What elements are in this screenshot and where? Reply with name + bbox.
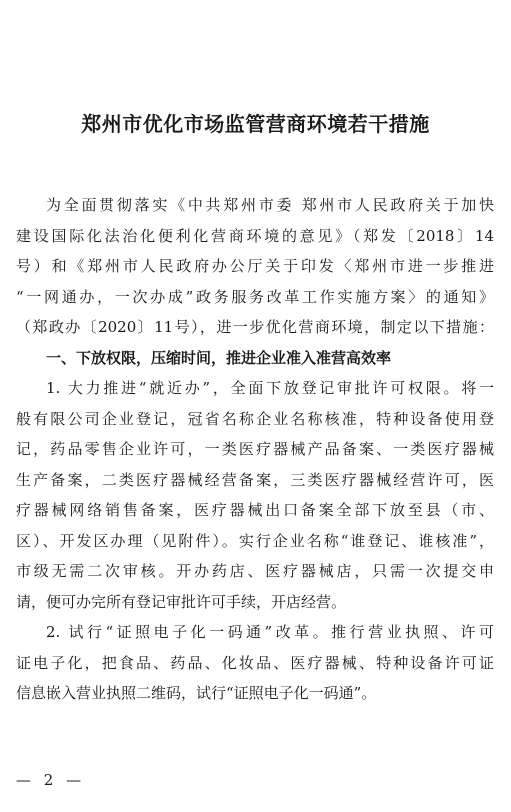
item2-line: 信息嵌入营业执照二维码，试行“证照电子化一码通”。 [16, 684, 377, 702]
intro-line: “一网通办，一次办成”政务服务改革工作实施方案〉的通知》 [16, 287, 494, 306]
intro-line: 号）和《郑州市人民政府办公厅关于印发〈郑州市进一步推进 [16, 257, 494, 275]
intro-line: （郑政办〔2020〕11号），进一步优化营商环境，制定以下措施： [16, 318, 494, 336]
item1-line: 般有限公司企业登记，冠省名称企业名称核准，特种设备使用登 [16, 409, 494, 428]
item1-line: 疗器械网络销售备案，医疗器械出口备案全部下放至县（市、 [16, 501, 494, 519]
section-heading: 一、下放权限，压缩时间，推进企业准入准营高效率 [46, 348, 392, 367]
document-title: 郑州市优化市场监管营商环境若干措施 [81, 112, 430, 136]
item1-line: 记，药品零售企业许可，一类医疗器械产品备案、一类医疗器械 [16, 440, 494, 458]
page-number: — 2 — [16, 771, 86, 789]
item1-line: 生产备案，二类医疗器械经营备案，三类医疗器械经营许可，医 [16, 470, 494, 489]
item2-line: 2. 试行“证照电子化一码通”改革。推行营业执照、许可 [46, 623, 494, 641]
item1-line: 请，便可办完所有登记审批许可手续，开店经营。 [16, 592, 347, 611]
intro-line: 建设国际化法治化便利化营商环境的意见》（郑发〔2018〕14 [16, 226, 494, 245]
intro-line: 为全面贯彻落实《中共郑州市委 郑州市人民政府关于加快 [46, 196, 494, 214]
item1-line: 市级无需二次审核。开办药店、医疗器械店，只需一次提交申 [16, 562, 494, 580]
item1-line: 区）、开发区办理（见附件）。实行企业名称“谁登记、谁核准”， [16, 531, 494, 550]
document-body [16, 190, 494, 709]
item1-line: 1. 大力推进“就近办”，全面下放登记审批许可权限。将一 [46, 379, 494, 397]
item2-line: 证电子化，把食品、药品、化妆品、医疗器械、特种设备许可证 [16, 653, 494, 672]
